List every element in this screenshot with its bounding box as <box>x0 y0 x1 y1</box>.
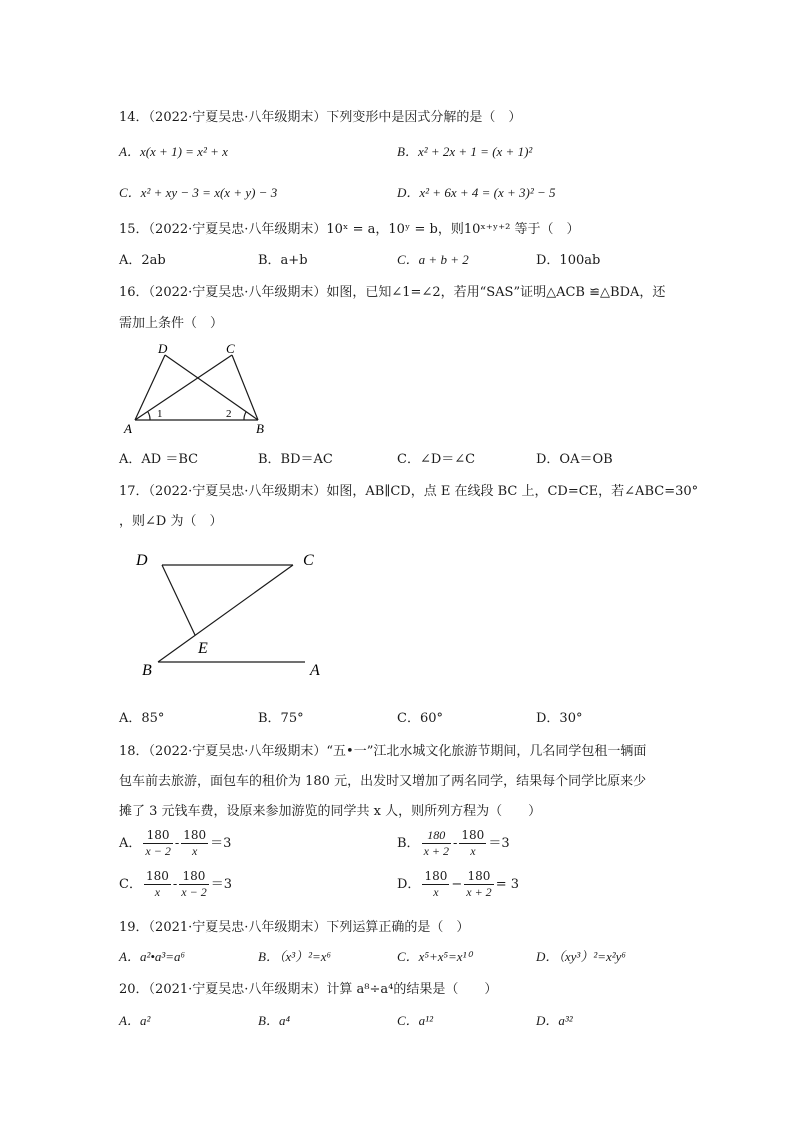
q18-a-denominator-1: x − 2 <box>145 844 171 858</box>
q20-option-d[interactable]: D．a³² <box>536 1013 573 1028</box>
q16-option-b[interactable]: B．BD＝AC <box>258 452 333 467</box>
q20-option-b[interactable]: B．a⁴ <box>258 1013 290 1028</box>
q18-option-b-label: B． <box>397 836 420 851</box>
q17-option-b[interactable]: B．75° <box>258 711 304 726</box>
q18-a-numerator-2: 180 <box>183 828 207 842</box>
q16-figure <box>120 338 270 436</box>
q15-option-a[interactable]: A．2ab <box>119 253 166 268</box>
q19-stem: 19．（2021·宁夏吴忠·八年级期末）下列运算正确的是（ ） <box>119 920 470 935</box>
q17-label-b: B <box>142 662 152 679</box>
q14-option-d[interactable]: D．x² + 6x + 4 = (x + 3)² − 5 <box>397 185 556 200</box>
q18-c-denominator-2: x − 2 <box>181 885 207 899</box>
q17-label-e: E <box>198 640 208 657</box>
q18-b-denominator-2: x <box>470 844 476 858</box>
q18-option-a[interactable] <box>119 828 231 859</box>
q16-label-c: C <box>226 341 235 356</box>
q17-label-c: C <box>303 552 314 569</box>
q16-option-d[interactable]: D．OA＝OB <box>536 452 613 467</box>
q16-label-a: A <box>124 421 132 436</box>
q18-c-rhs: ＝3 <box>210 877 232 892</box>
q18-a-rhs: ＝3 <box>210 836 232 851</box>
q17-stem-line1: 17．（2022·宁夏吴忠·八年级期末）如图，AB∥CD，点 E 在线段 BC 上，CD=CE，若∠ABC=30° <box>119 484 699 499</box>
q16-stem-line1: 16．（2022·宁夏吴忠·八年级期末）如图，已知∠1=∠2，若用“SAS”证明△ACB ≌△BDA，还 <box>119 285 666 300</box>
q16-label-d: D <box>158 341 168 356</box>
q18-d-numerator-1: 180 <box>424 869 448 883</box>
q18-a-numerator-1: 180 <box>143 828 172 844</box>
q18-c-numerator-1: 180 <box>145 869 169 883</box>
q17-figure <box>130 545 330 685</box>
q17-option-d[interactable]: D．30° <box>536 711 583 726</box>
q19-option-b[interactable]: B．（x³）²=x⁶ <box>258 949 332 964</box>
q19-option-c[interactable]: C．x⁵+x⁵=x¹⁰ <box>397 949 472 964</box>
q18-d-operator: − <box>451 877 463 892</box>
q18-option-a-label: A． <box>119 836 142 851</box>
q18-c-numerator-2: 180 <box>179 869 208 885</box>
q16-angle-2: 2 <box>226 408 232 420</box>
q15-option-c[interactable]: C．a + b + 2 <box>397 252 469 267</box>
q18-b-numerator-1: 180 <box>422 828 451 844</box>
q20-option-a[interactable]: A．a² <box>119 1013 151 1028</box>
q18-option-d[interactable] <box>397 869 519 900</box>
q18-stem-line1: 18．（2022·宁夏吴忠·八年级期末）“五•一”江北水城文化旅游节期间，几名同学包租一辆面 <box>119 744 647 759</box>
q16-angle-1: 1 <box>157 408 163 420</box>
q18-d-numerator-2: 180 <box>464 869 493 885</box>
q18-stem-line2: 包车前去旅游，面包车的租价为 180 元，出发时又增加了两名同学，结果每个同学比原来少 <box>119 774 647 789</box>
q17-option-a[interactable]: A．85° <box>119 711 165 726</box>
q15-option-b[interactable]: B．a+b <box>258 253 308 268</box>
q18-b-numerator-2: 180 <box>461 828 485 842</box>
q18-b-denominator-1: x + 2 <box>423 844 449 858</box>
q17-label-d: D <box>136 552 148 569</box>
q16-label-b: B <box>256 421 264 436</box>
q15-option-d[interactable]: D．100ab <box>536 253 601 268</box>
q18-option-c[interactable] <box>119 869 232 900</box>
q14-option-b[interactable]: B．x² + 2x + 1 = (x + 1)² <box>397 144 533 159</box>
q18-b-rhs: ＝3 <box>488 836 510 851</box>
q17-option-c[interactable]: C．60° <box>397 711 443 726</box>
q20-option-c[interactable]: C．a¹² <box>397 1013 433 1028</box>
q20-stem: 20．（2021·宁夏吴忠·八年级期末）计算 a⁸÷a⁴的结果是（ ） <box>119 982 498 997</box>
q14-option-c[interactable]: C．x² + xy − 3 = x(x + y) − 3 <box>119 185 278 200</box>
q18-a-denominator-2: x <box>192 844 198 858</box>
q19-option-d[interactable]: D．（xy³）²=x²y⁶ <box>536 949 626 964</box>
q18-stem-line3: 摊了 3 元钱车费，设原来参加游览的同学共 x 人，则所列方程为（ ） <box>119 804 542 819</box>
q16-option-a[interactable]: A．AD ＝BC <box>119 452 199 467</box>
q16-option-c[interactable]: C．∠D＝∠C <box>397 452 476 467</box>
q18-option-d-label: D． <box>397 877 421 892</box>
q19-option-a[interactable]: A．a²•a³=a⁶ <box>119 949 186 964</box>
q18-d-denominator-1: x <box>433 885 439 899</box>
q15-stem: 15．（2022·宁夏吴忠·八年级期末）10ˣ = a，10ʸ = b，则10ˣ⁺ʸ⁺² 等于（ ） <box>119 222 580 237</box>
q17-label-a: A <box>310 662 320 679</box>
q18-d-rhs: = 3 <box>495 877 519 892</box>
q18-c-denominator-1: x <box>154 885 161 899</box>
q18-option-c-label: C． <box>119 877 142 892</box>
q18-a-operator: - <box>174 836 180 851</box>
q18-d-denominator-2: x + 2 <box>466 885 492 899</box>
q18-b-operator: - <box>453 836 458 851</box>
q14-stem: 14．（2022·宁夏吴忠·八年级期末）下列变形中是因式分解的是（ ） <box>119 110 522 125</box>
q16-stem-line2: 需加上条件（ ） <box>119 316 224 331</box>
q18-option-b[interactable] <box>397 828 510 859</box>
q18-c-operator: - <box>172 877 178 892</box>
q17-stem-line2: ，则∠D 为（ ） <box>119 514 223 529</box>
q14-option-a[interactable]: A．x(x + 1) = x² + x <box>119 144 228 159</box>
